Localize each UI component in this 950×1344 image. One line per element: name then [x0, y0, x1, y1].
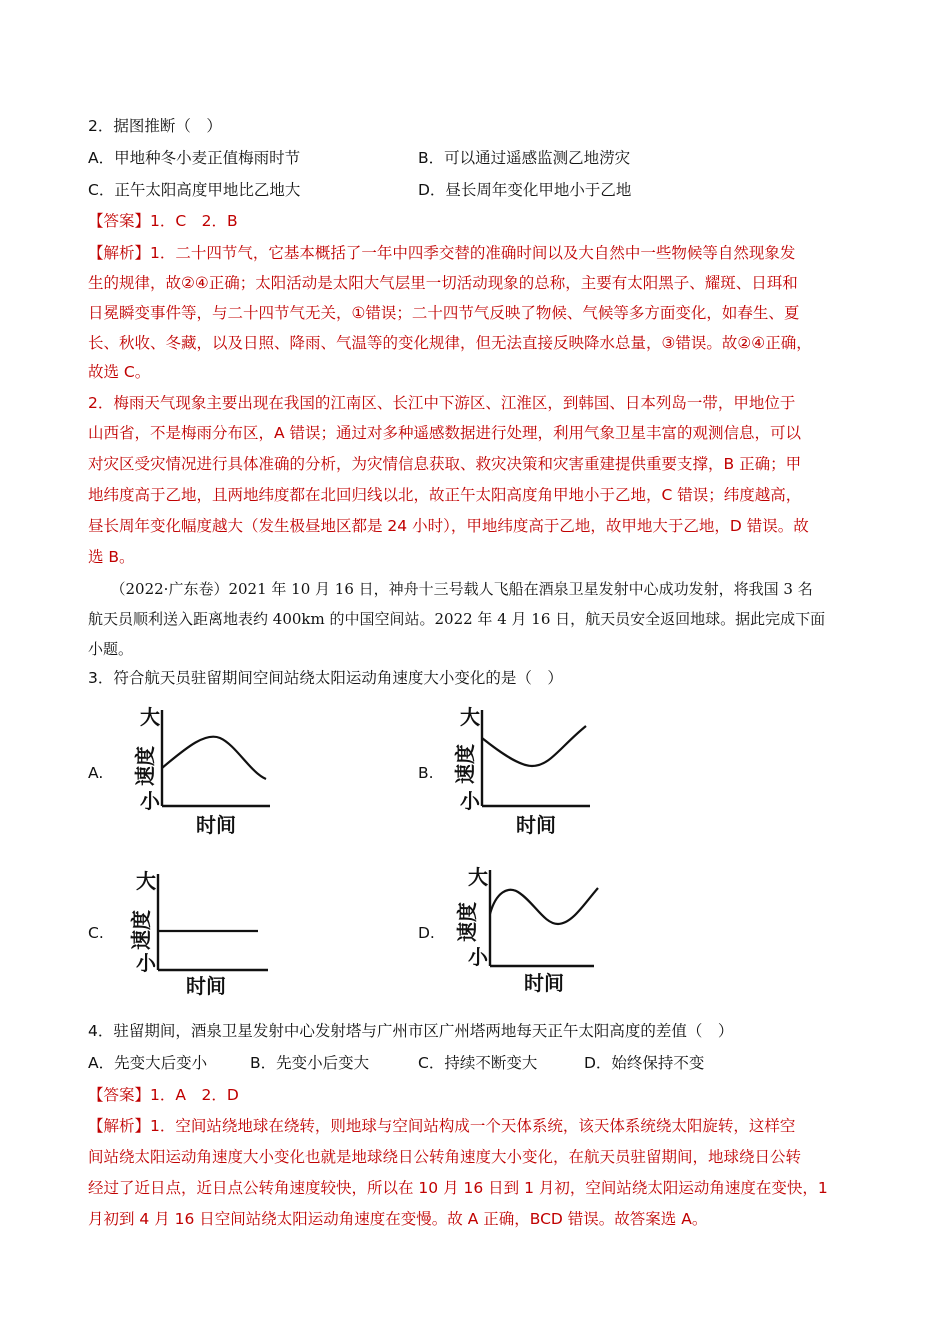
q2-stem: 2．据图推断（ ）: [88, 117, 222, 135]
q4-option-d: D．始终保持不变: [584, 1054, 705, 1072]
graph-d-speed-label: 速度: [455, 902, 479, 942]
q3-option-a-label: A.: [88, 764, 104, 782]
graph-b: [450, 702, 600, 836]
q3-option-c-label: C.: [88, 924, 104, 942]
graph-d-curve: [490, 888, 598, 924]
analysis-2-line: 对灾区受灾情况进行具体准确的分析，为灾情信息获取、救灾决策和灾害重建提供重要支撑，B 正确；甲: [88, 455, 802, 473]
graph-b-small-label: 小: [460, 789, 480, 813]
q3-option-b-label: B.: [418, 764, 434, 782]
graph-c-speed-label: 速度: [129, 910, 153, 950]
answer-1: 【答案】1．C 2．B: [88, 212, 238, 230]
graph-d: [452, 860, 602, 994]
analysis-2-line: 山西省，不是梅雨分布区，A 错误；通过对多种遥感数据进行处理，利用气象卫星丰富的观测信息，可以: [88, 424, 802, 442]
q2-option-a: A．甲地种冬小麦正值梅雨时节: [88, 149, 301, 167]
graph-a-time-label: 时间: [196, 813, 236, 836]
answer-2: 【答案】1．A 2．D: [88, 1086, 239, 1104]
analysis-2-line: 昼长周年变化幅度越大（发生极昼地区都是 24 小时），甲地纬度高于乙地，故甲地大于乙地，D 错误。故: [88, 517, 809, 535]
graph-c-big-label: 大: [136, 869, 156, 893]
q4-option-c: C．持续不断变大: [418, 1054, 538, 1072]
graph-d-small-label: 小: [468, 945, 488, 969]
analysis-3-line: 【解析】1．空间站绕地球在绕转，则地球与空间站构成一个天体系统，该天体系统绕太阳旋转，这样空: [88, 1117, 796, 1135]
q2-option-c: C．正午太阳高度甲地比乙地大: [88, 181, 301, 199]
graph-a-speed-label: 速度: [133, 746, 157, 786]
graph-a-curve: [162, 737, 266, 779]
graph-b-big-label: 大: [460, 705, 480, 729]
q4-stem: 4．驻留期间，酒泉卫星发射中心发射塔与广州市区广州塔两地每天正午太阳高度的差值（ ）: [88, 1022, 734, 1040]
intro-line: 小题。: [88, 640, 134, 658]
q2-option-b: B．可以通过遥感监测乙地涝灾: [418, 149, 631, 167]
intro-line: （2022·广东卷）2021 年 10 月 16 日，神舟十三号载人飞船在酒泉卫星发射中心成功发射，将我国 3 名: [88, 580, 813, 598]
analysis-2-line: 2．梅雨天气现象主要出现在我国的江南区、长江中下游区、江淮区，到韩国、日本列岛一带，甲地位于: [88, 394, 796, 412]
q2-option-d: D．昼长周年变化甲地小于乙地: [418, 181, 632, 199]
q4-option-b: B．先变小后变大: [250, 1054, 370, 1072]
q4-option-a: A．先变大后变小: [88, 1054, 208, 1072]
graph-b-curve: [482, 726, 586, 766]
analysis-1-line: 生的规律，故②④正确；太阳活动是太阳大气层里一切活动现象的总称，主要有太阳黑子、耀斑、日珥和: [88, 274, 798, 292]
q3-option-d-label: D.: [418, 924, 435, 942]
analysis-1-line: 【解析】1．二十四节气，它基本概括了一年中四季交替的准确时间以及大自然中一些物候等自然现象发: [88, 244, 796, 262]
graph-a-big-label: 大: [140, 705, 160, 729]
graph-c-time-label: 时间: [186, 974, 226, 996]
graph-b-speed-label: 速度: [453, 744, 477, 784]
analysis-3-line: 月初到 4 月 16 日空间站绕太阳运动角速度在变慢。故 A 正确，BCD 错误。故答案选 A。: [88, 1210, 708, 1228]
analysis-1-line: 长、秋收、冬藏，以及日照、降雨、气温等的变化规律，但无法直接反映降水总量，③错误。故②④正确，: [88, 334, 812, 352]
analysis-2-line: 选 B。: [88, 548, 135, 566]
graph-b-time-label: 时间: [516, 813, 556, 836]
graph-d-big-label: 大: [468, 865, 488, 889]
graph-d-time-label: 时间: [524, 971, 564, 994]
analysis-1-line: 日冕瞬变事件等，与二十四节气无关，①错误；二十四节气反映了物候、气候等多方面变化，如春生、夏: [88, 304, 800, 322]
analysis-2-line: 地纬度高于乙地，且两地纬度都在北回归线以北，故正午太阳高度角甲地小于乙地，C 错误；纬度越高，: [88, 486, 802, 504]
graph-c-small-label: 小: [136, 951, 156, 975]
graph-a-small-label: 小: [140, 789, 160, 813]
analysis-1-line: 故选 C。: [88, 363, 151, 381]
graph-c: [124, 862, 274, 996]
q3-stem: 3．符合航天员驻留期间空间站绕太阳运动角速度大小变化的是（ ）: [88, 669, 563, 687]
analysis-3-line: 经过了近日点，近日点公转角速度较快，所以在 10 月 16 日到 1 月初，空间站绕太阳运动角速度在变快，1: [88, 1179, 828, 1197]
intro-line: 航天员顺利送入距离地表约 400km 的中国空间站。2022 年 4 月 16 日，航天员安全返回地球。据此完成下面: [88, 610, 826, 628]
analysis-3-line: 间站绕太阳运动角速度大小变化也就是地球绕日公转角速度大小变化，在航天员驻留期间，地球绕日公转: [88, 1148, 802, 1166]
graph-a: [128, 702, 278, 836]
